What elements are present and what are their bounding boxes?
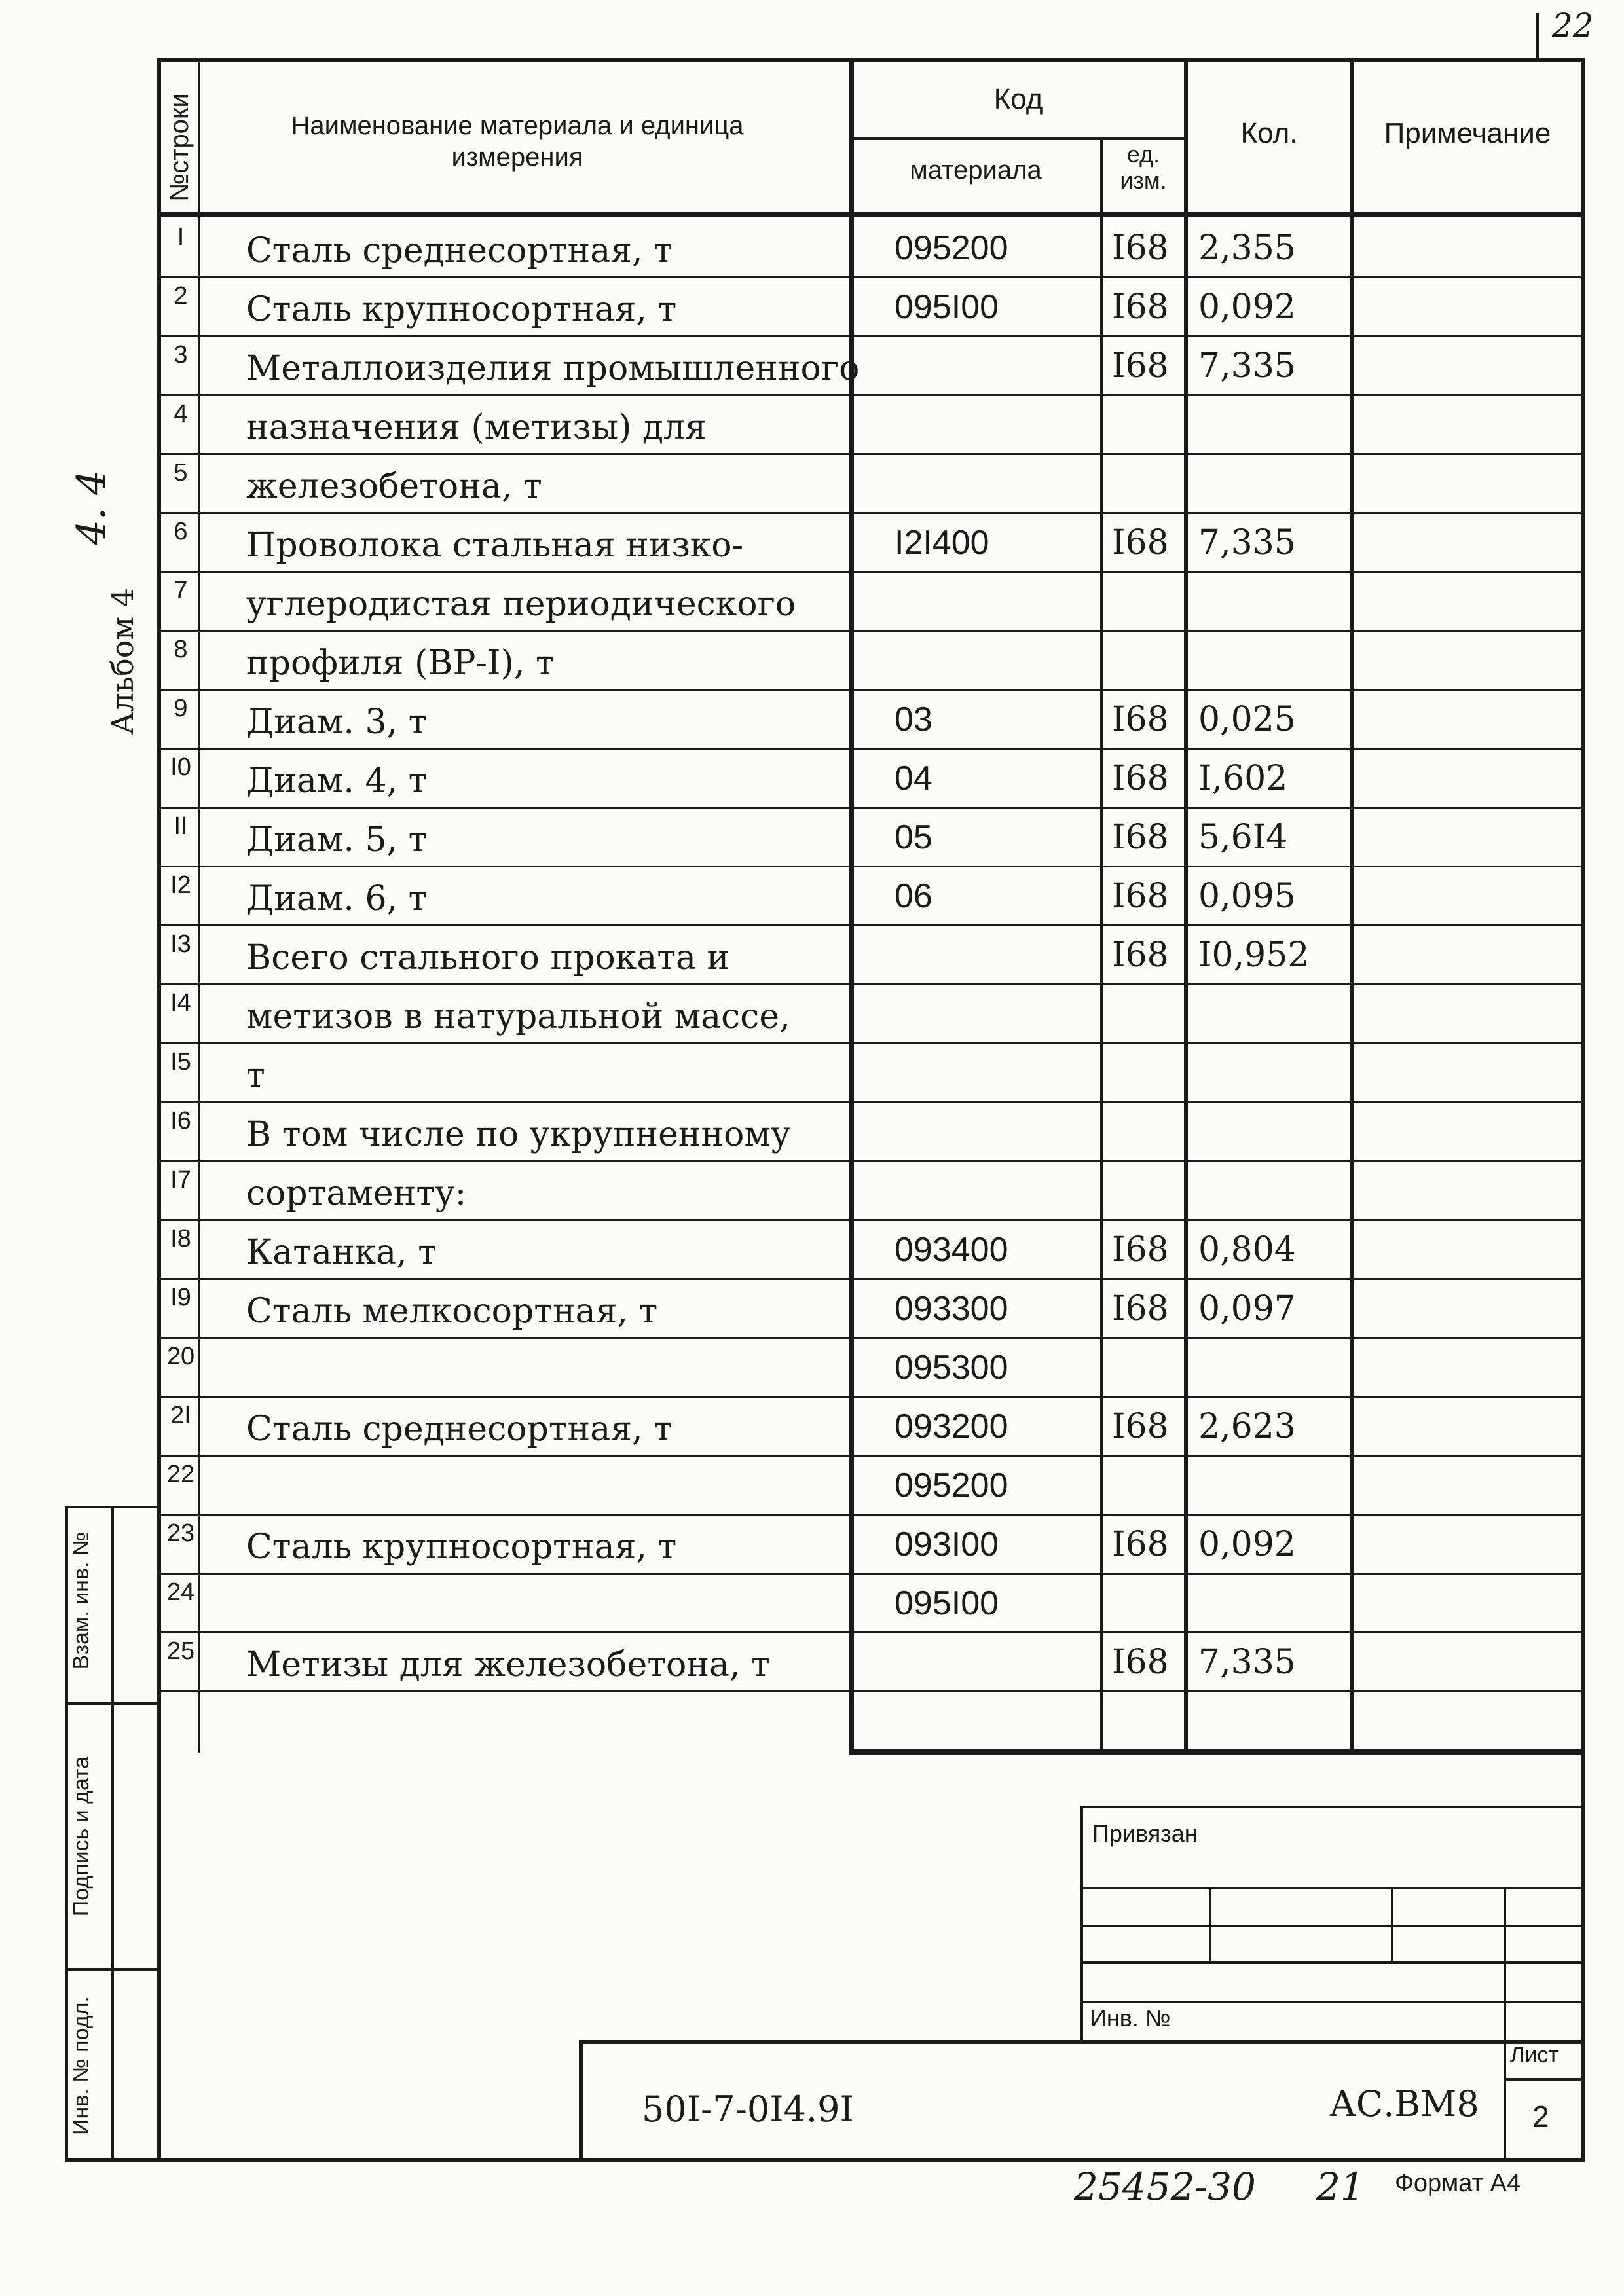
material-code: 05 [895, 818, 932, 856]
row-number: 5 [174, 459, 188, 486]
header-code: Код [993, 83, 1043, 115]
row-number: 6 [174, 518, 188, 545]
unit-code: I68 [1112, 1407, 1169, 1446]
album-text: Альбом 4 [105, 587, 140, 735]
header-name-label: Наименование материала и единица измерения [291, 111, 744, 172]
header-rownum [164, 92, 196, 203]
row-number: 9 [174, 695, 188, 722]
quantity: I,602 [1198, 759, 1288, 798]
row-number: I4 [170, 989, 191, 1017]
list-label-line [1504, 2078, 1585, 2081]
unit-code: I68 [1112, 759, 1169, 798]
table-row [161, 1280, 1581, 1339]
header-qty: Кол. [1240, 117, 1298, 149]
material-code: I2I400 [895, 524, 989, 562]
table-row [161, 1044, 1581, 1103]
row-number: I7 [170, 1166, 191, 1194]
quantity: 0,804 [1198, 1230, 1296, 1269]
material-name: Всего стального проката и [246, 938, 730, 977]
material-name: Проволока стальная низко- [246, 526, 744, 565]
material-code: 093I00 [895, 1525, 999, 1563]
material-name: т [246, 1056, 265, 1095]
table-row [161, 1103, 1581, 1162]
table-row [161, 926, 1581, 985]
list-number: 2 [1532, 2100, 1549, 2134]
footer-number2: 21 [1316, 2164, 1365, 2209]
stamp-col3 [1504, 1887, 1506, 2162]
material-name: углеродистая периодического [246, 585, 796, 624]
stamp-row3 [1080, 1961, 1585, 1964]
doc-code: 50I-7-0I4.9I [642, 2088, 854, 2130]
row-number: 2I [170, 1402, 191, 1429]
material-name: Диам. 6, т [246, 879, 428, 919]
table-row [161, 1575, 1581, 1633]
stamp-box-left [1080, 1806, 1083, 2043]
material-code: 04 [895, 759, 932, 797]
quantity: 7,335 [1198, 1643, 1296, 1682]
table-row [161, 750, 1581, 809]
table-row [161, 1162, 1581, 1221]
stamp-row2 [1080, 1925, 1585, 1927]
inv-no-label: Инв. № [1090, 2005, 1171, 2032]
material-name: Сталь среднесортная, т [246, 1410, 673, 1449]
doc-mark: АС.ВМ8 [1329, 2083, 1479, 2124]
row-number: 23 [166, 1520, 195, 1547]
table-row [161, 1457, 1581, 1516]
side-box-left [65, 1506, 68, 2160]
stamp-row1 [1080, 1887, 1585, 1889]
table-row [161, 278, 1581, 337]
list-label: Лист [1510, 2043, 1559, 2068]
quantity: 7,335 [1198, 523, 1296, 562]
unit-code: I68 [1112, 1525, 1169, 1564]
unit-code: I68 [1112, 1230, 1169, 1269]
quantity: 2,623 [1198, 1407, 1296, 1446]
frame-right [1581, 58, 1585, 2162]
material-name: профиля (ВР-I), т [246, 644, 555, 683]
unit-code: I68 [1112, 818, 1169, 857]
row-number: II [174, 812, 188, 840]
vzam-inv-label [69, 1509, 101, 1692]
material-name: Диам. 3, т [246, 702, 428, 742]
unit-code: I68 [1112, 228, 1169, 268]
header-unit: ед. изм. [1120, 141, 1167, 194]
corner-mark: 22 [1552, 7, 1594, 45]
table-row [161, 514, 1581, 573]
row-number: I9 [170, 1284, 191, 1311]
table-row [161, 985, 1581, 1044]
unit-code: I68 [1112, 877, 1169, 916]
material-name: Сталь среднесортная, т [246, 231, 673, 270]
material-code: 06 [895, 877, 932, 915]
unit-code: I68 [1112, 523, 1169, 562]
table-row [161, 1221, 1581, 1280]
material-name: Сталь мелкосортная, т [246, 1292, 658, 1331]
frame-top [157, 58, 1585, 62]
row-number: I5 [170, 1048, 191, 1076]
table-row [161, 632, 1581, 691]
material-code: 093200 [895, 1408, 1008, 1446]
quantity: 5,6I4 [1198, 818, 1288, 857]
table-row [161, 337, 1581, 396]
privyazan-label: Привязан [1092, 1820, 1198, 1847]
stamp-col2 [1391, 1887, 1393, 1964]
row-number: I [177, 223, 185, 251]
material-code: 03 [895, 701, 932, 738]
table-row [161, 1339, 1581, 1398]
header-name [288, 110, 747, 173]
material-name: Сталь крупносортная, т [246, 1527, 677, 1567]
unit-code: I68 [1112, 1289, 1169, 1328]
quantity: 0,092 [1198, 287, 1296, 327]
stamp-col1 [1209, 1887, 1211, 1964]
vzam-inv-text: Взам. инв. № [69, 1531, 94, 1670]
row-number: 24 [166, 1578, 195, 1606]
header-rownum-label: №строки [165, 93, 194, 202]
row-number: 7 [174, 577, 188, 604]
row-number: 4 [174, 400, 188, 428]
material-code: 093400 [895, 1231, 1008, 1269]
row-number: I2 [170, 871, 191, 899]
unit-code: I68 [1112, 1643, 1169, 1682]
frame-bottom [65, 2158, 1585, 2162]
header-bottom-line [157, 212, 1585, 217]
material-name: метизов в натуральной массе, [246, 997, 790, 1036]
podpis-text: Подпись и дата [69, 1756, 94, 1917]
unit-code: I68 [1112, 936, 1169, 975]
quantity: 7,335 [1198, 346, 1296, 386]
quantity: 0,095 [1198, 877, 1296, 916]
album-label [105, 550, 144, 773]
material-code: 095200 [895, 1467, 1008, 1504]
material-code: 095200 [895, 229, 1008, 267]
table-row [161, 691, 1581, 750]
table-row [161, 1633, 1581, 1692]
quantity: 0,025 [1198, 700, 1296, 739]
corner-tick [1536, 13, 1539, 59]
row-number: I3 [170, 930, 191, 958]
stamp-box-top [1080, 1806, 1585, 1808]
material-name: назначения (метизы) для [246, 408, 707, 447]
material-name: Диам. 4, т [246, 761, 428, 801]
side-box-inner [111, 1506, 114, 2160]
album-handwritten [69, 455, 115, 560]
table-row [161, 396, 1581, 455]
material-code: 093300 [895, 1290, 1008, 1328]
material-name: В том числе по укрупненному [246, 1115, 791, 1154]
unit-code: I68 [1112, 287, 1169, 327]
row-number: 25 [166, 1637, 195, 1665]
inv-podl-label [69, 1961, 101, 2170]
album-hand-text: 4. 4 [69, 469, 115, 545]
table-row [161, 455, 1581, 514]
inv-podl-text: Инв. № подл. [69, 1996, 94, 2135]
side-box-top [65, 1506, 161, 1508]
table-bottom [849, 1749, 1585, 1755]
quantity: 0,097 [1198, 1289, 1296, 1328]
stamp-row4 [1080, 2001, 1585, 2003]
row-number: I8 [170, 1225, 191, 1252]
row-number: 3 [174, 341, 188, 369]
header-material: материала [910, 156, 1042, 185]
table-row [161, 1516, 1581, 1575]
material-name: Катанка, т [246, 1233, 437, 1272]
quantity: 0,092 [1198, 1525, 1296, 1564]
table-row [161, 573, 1581, 632]
material-name: Металлоизделия промышленного [246, 349, 860, 388]
row-number: 22 [166, 1461, 195, 1488]
podpis-label [69, 1712, 101, 1961]
material-code: 095I00 [895, 1584, 999, 1622]
material-name: железобетона, т [246, 467, 542, 506]
code-sub-line [849, 137, 1187, 140]
row-number: I6 [170, 1107, 191, 1135]
table-row [161, 219, 1581, 278]
row-separator [161, 1690, 1581, 1692]
material-code: 095I00 [895, 288, 999, 326]
material-name: Метизы для железобетона, т [246, 1645, 770, 1685]
quantity: I0,952 [1198, 936, 1310, 975]
table-row [161, 867, 1581, 926]
material-name: сортаменту: [246, 1174, 467, 1213]
material-code: 095300 [895, 1349, 1008, 1387]
material-name: Диам. 5, т [246, 820, 428, 860]
table-row [161, 1398, 1581, 1457]
unit-code: I68 [1112, 700, 1169, 739]
row-number: 20 [166, 1343, 195, 1370]
material-name: Сталь крупносортная, т [246, 290, 677, 329]
row-number: 2 [174, 282, 188, 310]
header-note: Примечание [1384, 117, 1551, 149]
row-number: 8 [174, 636, 188, 663]
side-box-div1 [65, 1702, 161, 1705]
title-block-top [579, 2040, 1585, 2044]
unit-code: I68 [1112, 346, 1169, 386]
row-number: I0 [170, 754, 191, 781]
format-label: Формат А4 [1395, 2170, 1521, 2197]
footer-number: 25452-30 [1074, 2164, 1256, 2209]
title-block-left [579, 2040, 583, 2162]
table-row [161, 809, 1581, 867]
quantity: 2,355 [1198, 228, 1296, 268]
